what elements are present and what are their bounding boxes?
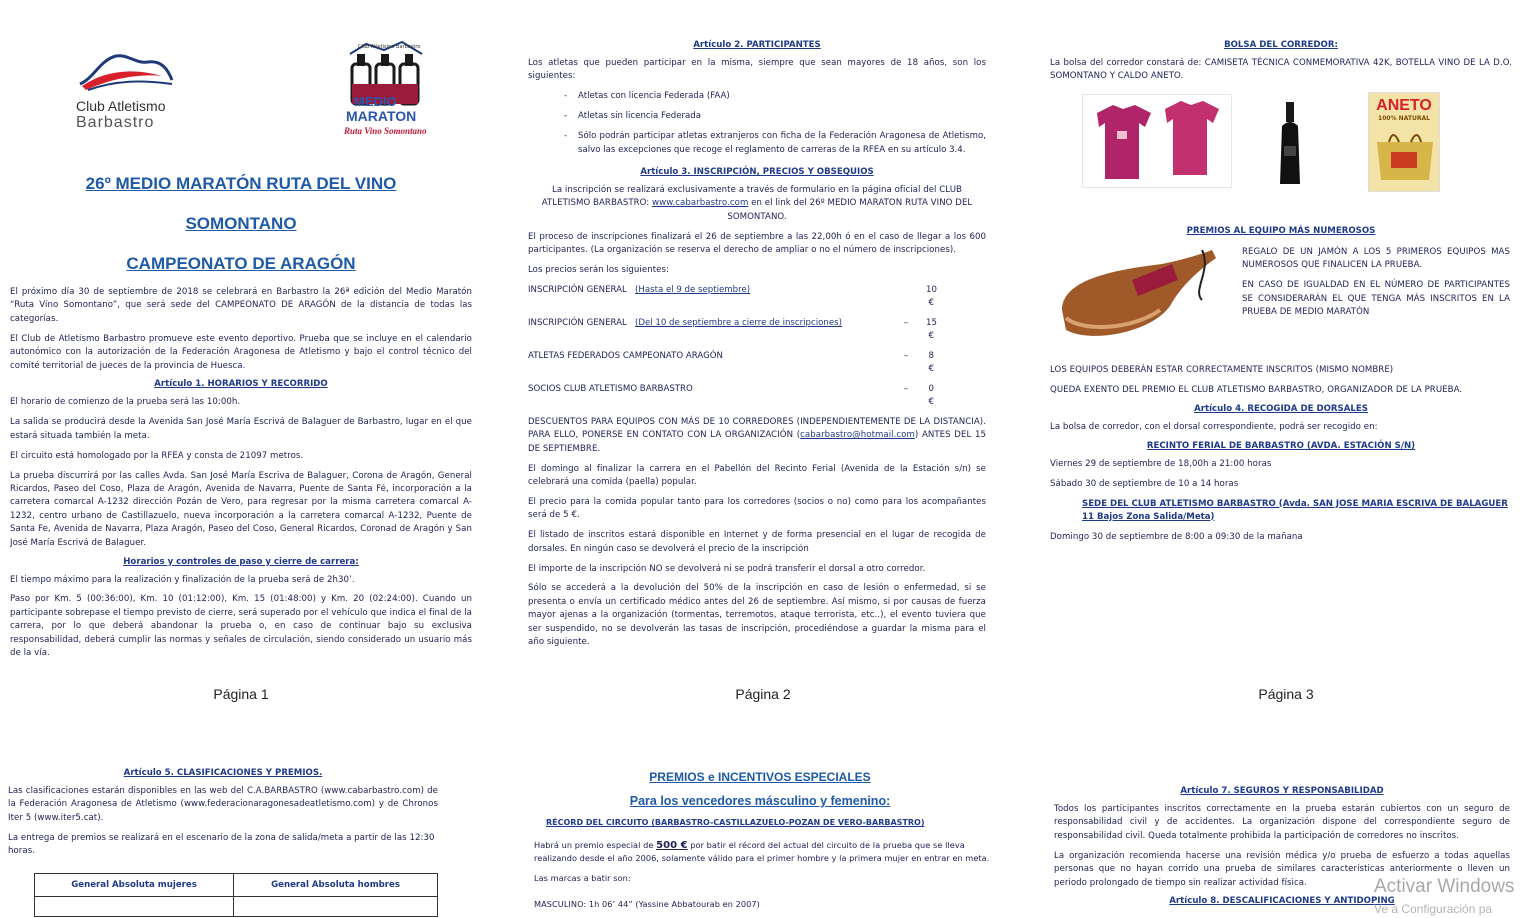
- page-number-1: Página 1: [213, 686, 269, 702]
- tshirts-image: [1082, 94, 1232, 188]
- art3-paragraph-7: El listado de inscritos estará disponible en Internet y de forma presencial en el lugar de recogida de dorsales. En ningún caso se devolverá el precio de la inscripción: [528, 530, 986, 554]
- art1-paragraph-5: El tiempo máximo para la realización y finalización de la prueba será de 2h30’.: [10, 574, 355, 585]
- article-4-heading: Artículo 4. RECOGIDA DE DORSALES: [1194, 403, 1368, 414]
- price-dash: –: [903, 383, 909, 394]
- art3-p1-text-a: La inscripción se realizará exclusivamente a través de formulario en la página oficial del CLUB ATLETISMO BARBASTRO:: [541, 184, 963, 209]
- page-1: [10, 0, 472, 690]
- price-note: (Hasta el 9 de septiembre): [635, 284, 751, 295]
- art4-location-2: SEDE DEL CLUB ATLETISMO BARBASTRO (Avda. SAN JOSE MARIA ESCRIVA DE BALAGUER 11 Bajos Zona Salida/Meta): [1082, 498, 1508, 522]
- medio-maraton-logo: [336, 38, 436, 148]
- activate-windows-subtext: Ve a Configuración pa: [1374, 902, 1493, 916]
- price-value: 8 €: [928, 350, 934, 374]
- price-row: [528, 350, 986, 376]
- art1-paragraph-1: El horario de comienzo de la prueba será las 10:00h.: [10, 397, 241, 408]
- art1-paragraph-3: El circuito está homologado por la RFEA y consta de 21097 metros.: [10, 450, 304, 461]
- art3-paragraph-2: El proceso de inscripciones finalizará el 26 de septiembre a las 22,00h ó en el caso de llegar a los 600 participantes. (La organización se reserva el derecho de ampliar o no el número de inscripciones).: [528, 231, 986, 256]
- mm-logo-l2: MARATON: [346, 108, 417, 124]
- ham-icon: [1052, 240, 1228, 344]
- page-5: [528, 740, 992, 918]
- aneto-claim: 100% NATURAL: [1378, 115, 1430, 122]
- participants-list: [564, 90, 986, 157]
- art4-time-1: Viernes 29 de septiembre de 18,00h a 21:00 horas: [1050, 458, 1272, 469]
- incentives-title: PREMIOS e INCENTIVOS ESPECIALES: [649, 770, 871, 784]
- art3-paragraph-4: [528, 416, 986, 456]
- bolsa-heading-text: BOLSA DEL CORREDOR: [1224, 40, 1335, 50]
- price-note: (Del 10 de septiembre a cierre de inscripciones): [635, 317, 842, 328]
- art3-p4-text-b: ) ANTES DEL 15 DE SEPTIEMBRE.: [528, 430, 986, 454]
- club-atletismo-logo: [76, 50, 186, 130]
- price-value: 10 €: [926, 284, 937, 308]
- club-logo-line1: Club Atletismo: [76, 98, 166, 114]
- price-label: INSCRIPCIÓN GENERAL: [528, 284, 627, 295]
- doc-title-line2: SOMONTANO: [185, 214, 297, 233]
- classification-table: [34, 873, 438, 917]
- price-label: ATLETAS FEDERADOS CAMPEONATO ARAGÓN: [528, 350, 723, 361]
- premios-paragraph-4: QUEDA EXENTO DEL PREMIO EL CLUB ATLETISMO BARBASTRO, ORGANIZADOR DE LA PRUEBA.: [1050, 384, 1463, 395]
- price-dash: –: [903, 350, 909, 361]
- price-row: [528, 383, 986, 409]
- mm-logo-l3: Ruta Vino Somontano: [344, 126, 427, 136]
- art3-paragraph-6: El precio para la comida popular tanto para los corredores (socios o no) como para los acompañantes será de 5 €.: [528, 496, 986, 521]
- tshirt-icon: [1083, 95, 1233, 189]
- art5-paragraph-1: Las clasificaciones estarán disponibles en las web del C.A.BARBASTRO (www.cabarbastro.com) de la Federación Aragonesa de Atletismo (www.federacionaragonesadeatletismo.com) y de Chronos Iter 5 (www.iter5.cat).: [8, 786, 438, 823]
- incentives-subtitle: Para los vencedores másculino y femenino:: [629, 794, 891, 808]
- article-7-heading: Artículo 7. SEGUROS Y RESPONSABILIDAD: [1180, 786, 1384, 796]
- price-dash: [886, 284, 926, 310]
- record-paragraph-2: Las marcas a batir son:: [534, 873, 631, 884]
- price-label: SOCIOS CLUB ATLETISMO BARBASTRO: [528, 383, 693, 394]
- intro-paragraph-1: El próximo día 30 de septiembre de 2018 se celebrará en Barbastro la 26ª edición del Medio Maratón “Ruta Vino Somontano”, que será sede del CAMPEONATO DE ARAGÓN de la distancia de todas las categorías.: [10, 287, 472, 324]
- record-p1-text-b: por batir el récord del actual del circuito de la prueba que se lleva realizando desde el año 2006, solamente válido para el primer hombre y la primera mujer en entrar en meta.: [534, 840, 990, 864]
- record-prize-amount: 500 €: [656, 840, 688, 851]
- page-2: [528, 0, 992, 690]
- price-value: 15 €: [926, 317, 937, 341]
- mm-logo-top: Club Atletismo Barbastro: [358, 44, 421, 50]
- price-row: [528, 284, 986, 310]
- record-paragraph-1: [528, 839, 992, 866]
- art3-paragraph-3: Los precios serán los siguientes:: [528, 264, 669, 275]
- list-item: - Atletas sin licencia Federada: [564, 110, 986, 123]
- table-cell: [234, 896, 438, 916]
- article-1-heading: Artículo 1. HORARIOS Y RECORRIDO: [154, 379, 328, 390]
- aneto-brand: ANETO: [1376, 97, 1432, 114]
- article-3-heading: Artículo 3. INSCRIPCIÓN, PRECIOS Y OBSEQUIOS: [640, 166, 874, 177]
- art2-paragraph-1: Los atletas que pueden participar en la misma, siempre que sean mayores de 18 años, son los siguientes:: [528, 58, 986, 82]
- premios-paragraph-1: REGALO DE UN JAMÓN A LOS 5 PRIMEROS EQUIPOS MAS NUMEROSOS QUE FINALICEN LA PRUEBA.: [1242, 247, 1510, 271]
- premios-paragraph-3: LOS EQUIPOS DEBERÁN ESTAR CORRECTAMENTE INSCRITOS (MISMO NOMBRE): [1050, 365, 1394, 375]
- intro-paragraph-2: El Club de Atletismo Barbastro promueve este evento deportivo. Prueba que se incluye en el calendario autonómico con la autorización de la Federación Aragonesa de Atletismo y bajo el control técnico del comité territorial de jueces de la provincia de Huesca.: [10, 333, 472, 371]
- list-item: - Atletas con licencia Federada (FAA): [564, 90, 986, 103]
- premios-paragraph-2: EN CASO DE IGUALDAD EN EL NÚMERO DE PARTICIPANTES SE CONSIDERARÁN EL QUE TENGA MÁS INSCRITOS EN LA PRUEBA DE MEDIO MARATÓN: [1242, 280, 1510, 318]
- art3-paragraph-1: [528, 184, 986, 224]
- art4-location-1: RECINTO FERIAL DE BARBASTRO (AVDA. ESTACIÓN S/N): [1146, 440, 1416, 451]
- art1-paragraph-2: La salida se producirá desde la Avenida San José María Escrivá de Balaguer de Barbastro, lugar en el que estará situada también la meta.: [10, 417, 472, 441]
- aneto-product-image: [1368, 92, 1440, 192]
- price-dash: –: [903, 317, 909, 328]
- art3-paragraph-5: El domingo al finalizar la carrera en el Pabellón del Recinto Ferial (Avenida de la Estación s/n) se celebrará una comida (paella) popular.: [528, 463, 986, 487]
- record-p1-text-a: Habrá un premio especial de: [534, 840, 657, 850]
- art1-paragraph-6: Paso por Km. 5 (00:36:00), Km. 10 (01:12:00), Km. 15 (01:48:00) y Km. 20 (02:24:00). Cuando un participante sobrepase el tiempo previsto de cierre, será superado por el vehículo que indica el final de la carrera, por lo que deberá abandonar la prueba o, en caso de continuar bajo su exclusiva responsabilidad, deberá cumplir las normas y señales de circulación, siendo considerado un usuario más de la vía.: [10, 594, 472, 659]
- record-heading: RÉCORD DEL CIRCUITO (BARBASTRO-CASTILLAZUELO-POZAN DE VERO-BARBASTRO): [546, 818, 925, 827]
- art7-paragraph-2: La organización recomienda hacerse una revisión médica y/o prueba de esfuerzo a todas aquellas personas que no hayan corrido una prueba de similares características anteriormente o lleven un periodo prolongado de tiempo sin realizar actividad física.: [1054, 850, 1510, 888]
- doc-title-line1: 26º MEDIO MARATÓN RUTA DEL VINO: [85, 174, 397, 193]
- art3-p4-text-a: DESCUENTOS PARA EQUIPOS CON MÁS DE 10 CORREDORES (INDEPENDIENTEMENTE DE LA DISTANCIA). PARA ELLO, PONERSE EN CONTATO CON LA ORGANIZACIÓN (: [528, 416, 986, 441]
- art4-time-2: Sábado 30 de septiembre de 10 a 14 horas: [1050, 478, 1239, 489]
- article-5-heading: Artículo 5. CLASIFICACIONES Y PREMIOS.: [123, 768, 323, 778]
- doc-title-line3: CAMPEONATO DE ARAGÓN: [126, 254, 356, 273]
- art4-time-3: Domingo 30 de septiembre de 8:00 a 09:30 de la mañana: [1050, 531, 1303, 542]
- bolsa-paragraph: La bolsa del corredor constará de: CAMISETA TÉCNICA CONMEMORATIVA 42K, BOTELLA VINO DE LA D.O. SOMONTANO Y CALDO ANETO.: [1050, 58, 1512, 82]
- record-paragraph-3: MASCULINO: 1h 06’ 44” (Yassine Abbatourab en 2007): [534, 898, 760, 909]
- article-8-heading: Artículo 8. DESCALIFICACIONES Y ANTIDOPING: [1169, 896, 1395, 907]
- club-logo-line2: Barbastro: [76, 114, 155, 131]
- page-number-2: Página 2: [735, 686, 791, 702]
- price-value: 0 €: [928, 383, 934, 407]
- art3-paragraph-9: Sólo se accederá a la devolución del 50% de la inscripción en caso de lesión o enfermedad, si se presenta o envía un certificado médico antes del 26 de septiembre. Así mismo, si por causas de fuerza mayor ajenas a la organización (tormentas, terremotos, ataque terrorista, etc..), el evento tuviera que ser suspendido, no se devolverán las tasas de inscripción, procediéndose a guardar la misma para el año siguiente.: [528, 583, 986, 648]
- website-link[interactable]: www.cabarbastro.com: [652, 198, 749, 209]
- art1-sub-heading: Horarios y controles de paso y cierre de carrera:: [123, 556, 359, 567]
- page-4: [8, 740, 470, 918]
- art5-paragraph-2: La entrega de premios se realizará en el escenario de la zona de salida/meta a partir de las 12:30 horas.: [8, 832, 435, 857]
- shopping-bag-icon: [1369, 122, 1441, 182]
- list-item: - Sólo podrán participar atletas extranjeros con ficha de la Federación Aragonesa de Atletismo, salvo las excepciones que recoge el reglamento de carreras de la RFEA en su artículo 3.4.: [564, 130, 986, 157]
- article-2-heading: Artículo 2. PARTICIPANTES: [693, 40, 821, 50]
- wine-bottle-icon: [1270, 100, 1310, 186]
- table-header: General Absoluta hombres: [234, 873, 438, 896]
- activate-windows-watermark: Activar Windows: [1374, 876, 1515, 897]
- price-label: INSCRIPCIÓN GENERAL: [528, 317, 627, 328]
- art4-paragraph-1: La bolsa de corredor, con el dorsal correspondiente, podrá ser recogido en:: [1050, 421, 1378, 432]
- price-row: [528, 317, 986, 343]
- art7-paragraph-1: Todos los participantes inscritos correctamente en la prueba estarán cubiertos con un seguro de responsabilidad civil y de accidentes. La organización dispone del correspondiente seguro de responsabilidad civil. Queda totalmente prohibida la participación de corredores no inscritos.: [1054, 804, 1510, 841]
- art3-paragraph-8: El importe de la inscripción NO se devolverá ni se podrá transferir el dorsal a otro corredor.: [528, 563, 926, 574]
- premios-heading: PREMIOS AL EQUIPO MÁS NUMEROSOS: [1186, 226, 1376, 236]
- table-cell: [35, 896, 234, 916]
- page-3: [1050, 0, 1514, 690]
- mountain-logo-icon: [76, 50, 186, 94]
- table-header: General Absoluta mujeres: [35, 873, 234, 896]
- wine-bottle-image: [1270, 100, 1310, 186]
- page-number-3: Página 3: [1258, 686, 1314, 702]
- email-link[interactable]: cabarbastro@hotmail.com: [800, 430, 915, 441]
- mm-logo-l1: MEDIO: [354, 94, 397, 109]
- ham-image: [1052, 240, 1228, 344]
- art3-p1-text-b: en el link del 26º MEDIO MARATON RUTA VINO DEL SOMONTANO.: [727, 198, 973, 222]
- art1-paragraph-4: La prueba discurrirá por las calles Avda. San José María Escriva de Balaguer, Corona de Aragón, General Ricardos, Paseo del Coso, Plaza de Aragón, Avenida de Navarra, Puente de Santa Fé, incorporación a la carretera comarcal A-1232 dirección Pozán de Vero, para regresar por la misma carretera comarcal A-1232, centro urbano de Castillazuelo, nueva incorporación a la carretera comarcal A-1232, Puente de Santa Fe, Avenida de Navarra, Plaza Aragón, Paseo del Coso, General Ricardos, Coronad de Aragón y San José María Escrivá de Balaguer.: [10, 470, 472, 548]
- bolsa-heading: BOLSA DEL CORREDOR:: [1224, 40, 1338, 50]
